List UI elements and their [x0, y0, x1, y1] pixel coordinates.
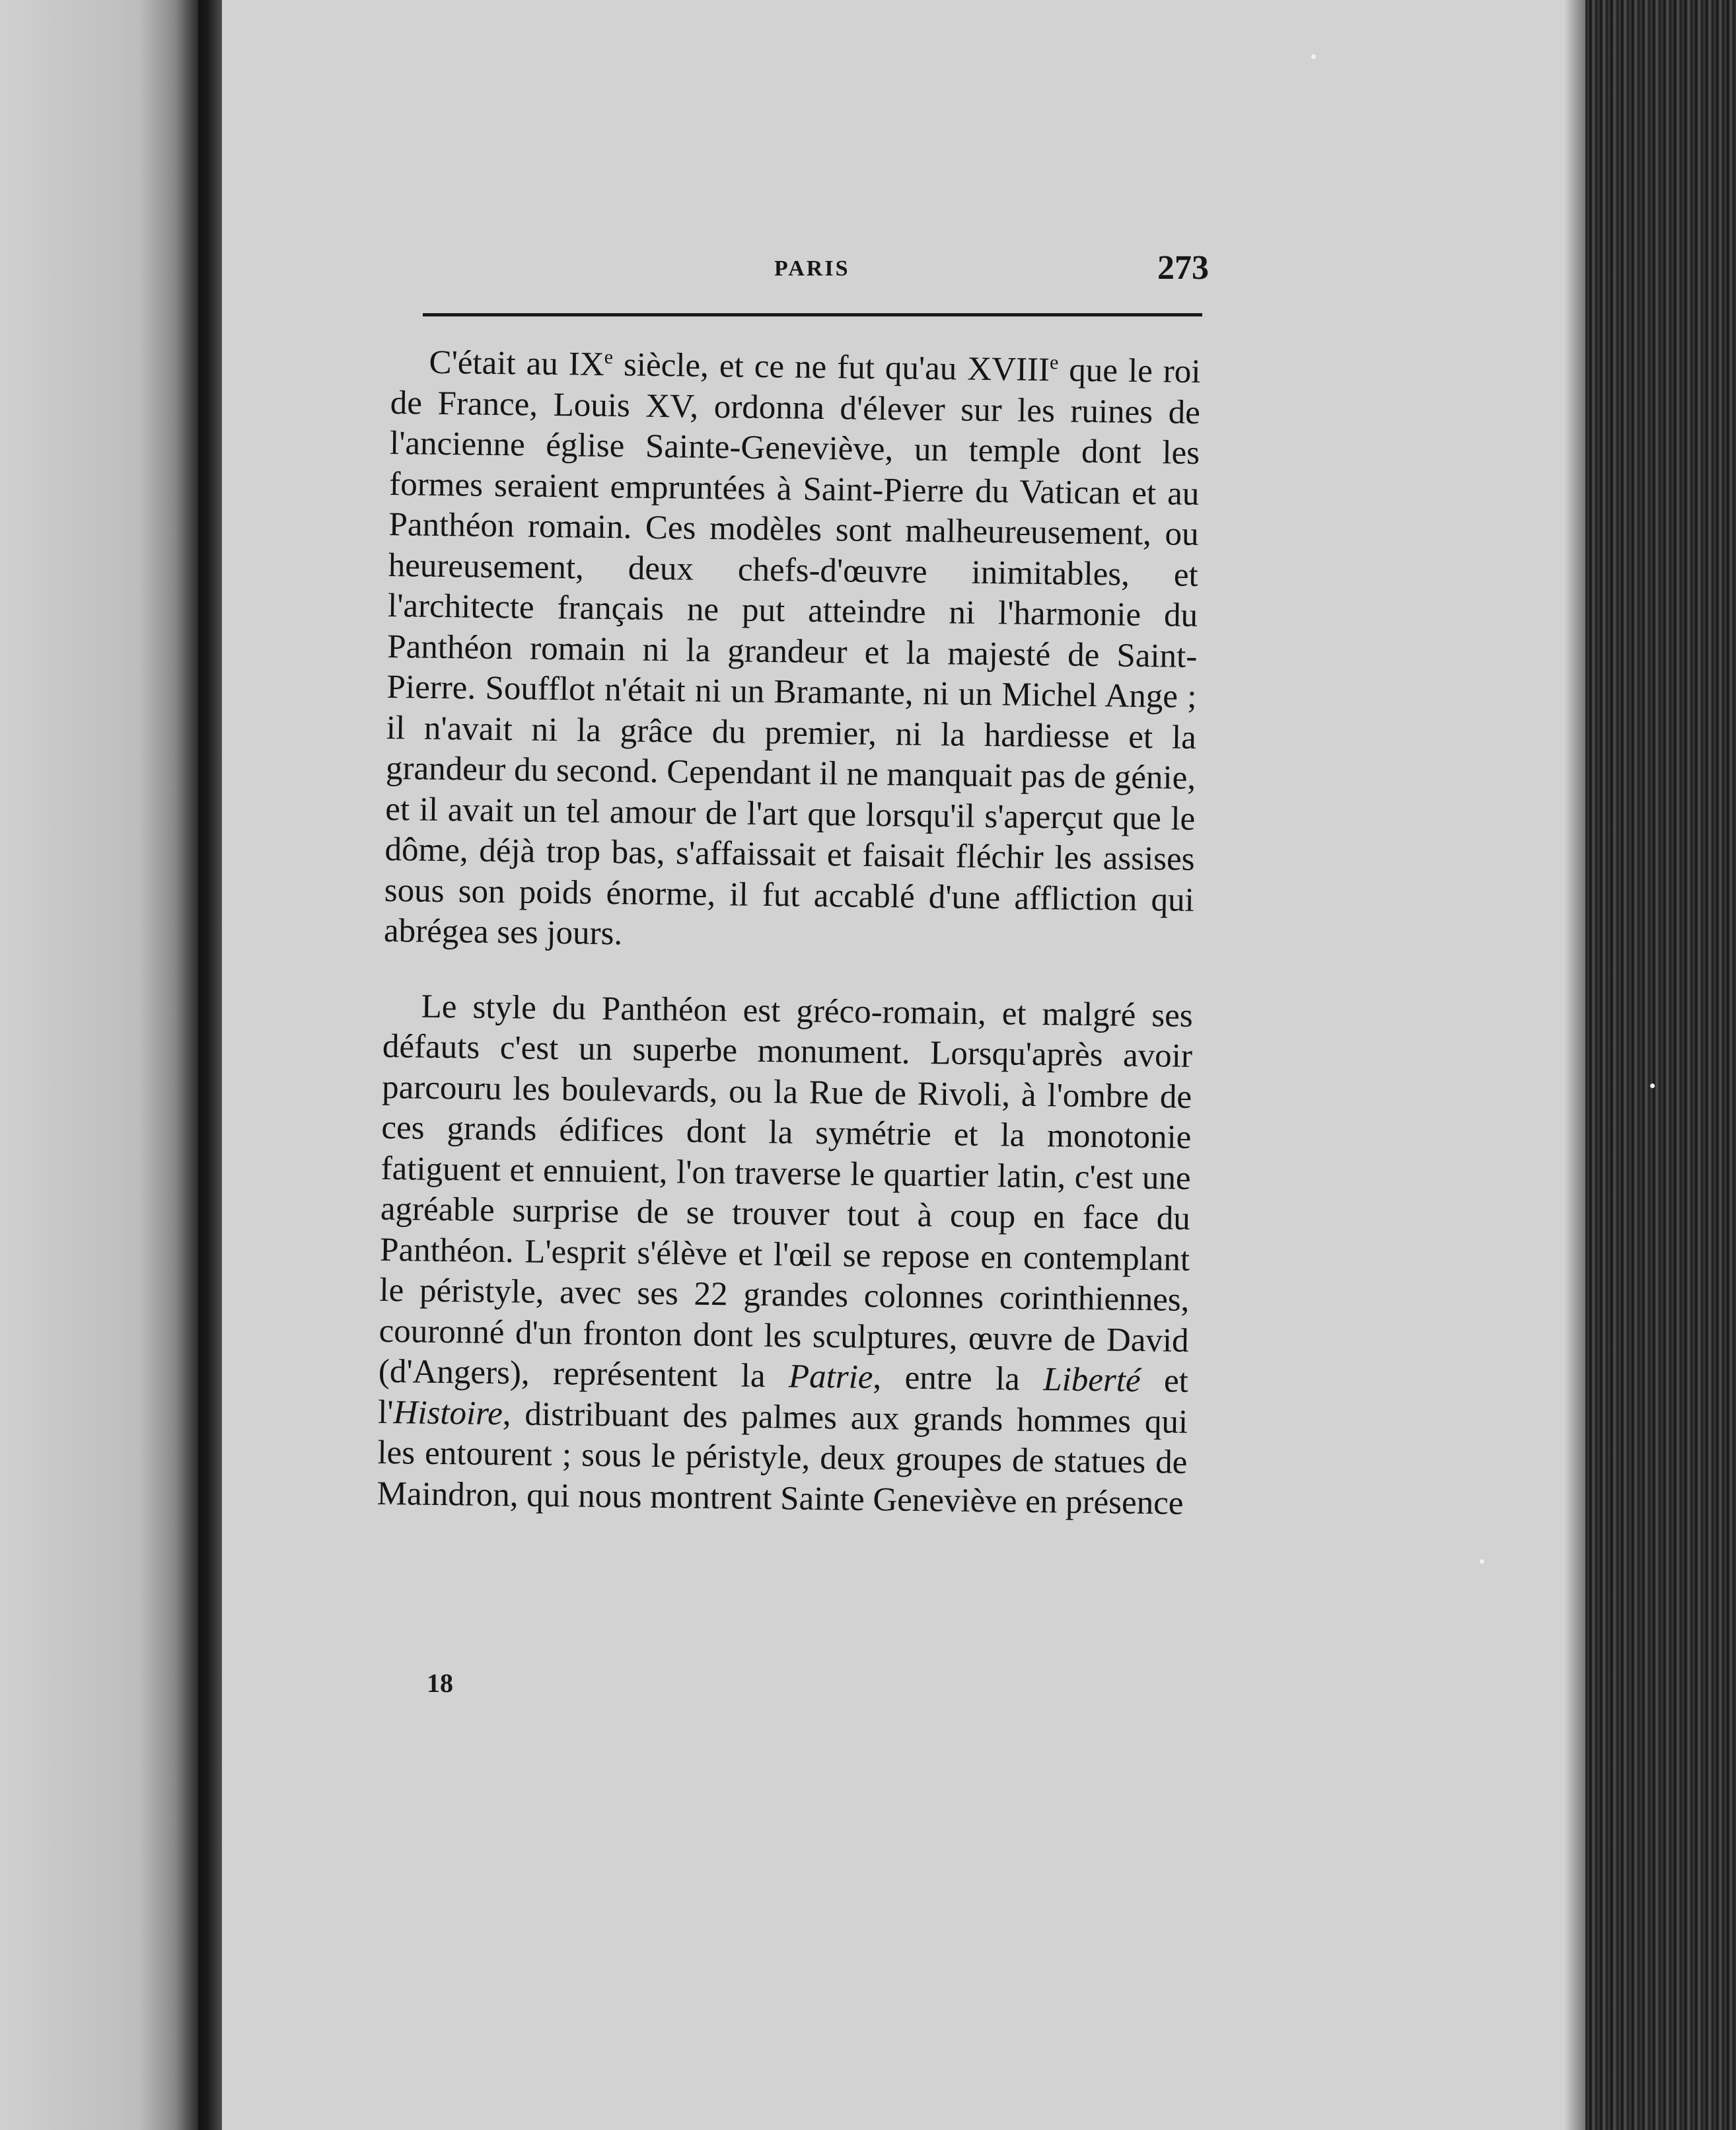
running-head: PARIS — [774, 256, 850, 281]
body-text — [377, 342, 1201, 1524]
page-number: 273 — [1157, 249, 1209, 287]
dust-speck — [1650, 1083, 1655, 1088]
italic-term: Patrie — [788, 1358, 873, 1397]
signature-mark: 18 — [427, 1668, 453, 1698]
paragraph-1: C'était au IXe siècle, et ce ne fut qu'au XVIIIe que le roi de France, Louis XV, ordonna d'élever sur les ruines de l'ancienne église Sainte-Geneviève, un temple dont les formes seraient empruntées à Saint-Pierre du Vatican et au Panthéon romain. Ces modèles sont malheureusement, ou heureusement, deux chefs-d'œuvre inimitables, et l'architecte français ne put atteindre ni l'harmonie du Panthéon romain ni la grandeur et la majesté de Saint-Pierre. Soufflot n'était ni un Bramante, ni un Michel Ange ; il n'avait ni la grâce du premier, ni la hardiesse et la grandeur du second. Cependant il ne manquait pas de génie, et il avait un tel amour de l'art que lorsqu'il s'aperçut que le dôme, déjà trop bas, s'affaissait et faisait fléchir les assises sous son poids énorme, il fut accablé d'une affliction qui abrégea ses jours. — [383, 344, 1201, 953]
book-gutter — [198, 0, 222, 2130]
fore-edge-pages — [1585, 0, 1736, 2130]
italic-term: Liberté — [1042, 1361, 1141, 1399]
italic-term: Histoire — [393, 1393, 503, 1432]
paragraph-2: Le style du Panthéon est gréco-romain, et malgré ses défauts c'est un superbe monument. Lorsqu'après avoir parcouru les boulevards, ou la Rue de Rivoli, à l'ombre de ces grands édifices dont la symétrie et la monotonie fatiguent et ennuient, l'on traverse le quartier latin, c'est une agréable surprise de se trouver tout à coup en face du Panthéon. L'esprit s'élève et l'œil se repose en contemplant le péristyle, avec ses 22 grandes colonnes corinthiennes, couronné d'un fronton dont les sculptures, œuvre de David (d'Angers), représentent la Patrie, entre la Liberté et l'Histoire, distribuant des palmes aux grands hommes qui les entourent ; sous le péristyle, deux groupes de statues de Maindron, qui nous montrent Sainte Geneviève en présence — [377, 988, 1193, 1522]
dust-speck — [1311, 54, 1316, 59]
dust-speck — [1480, 1559, 1484, 1564]
left-page-edge — [0, 0, 198, 2130]
header-rule — [423, 313, 1202, 316]
